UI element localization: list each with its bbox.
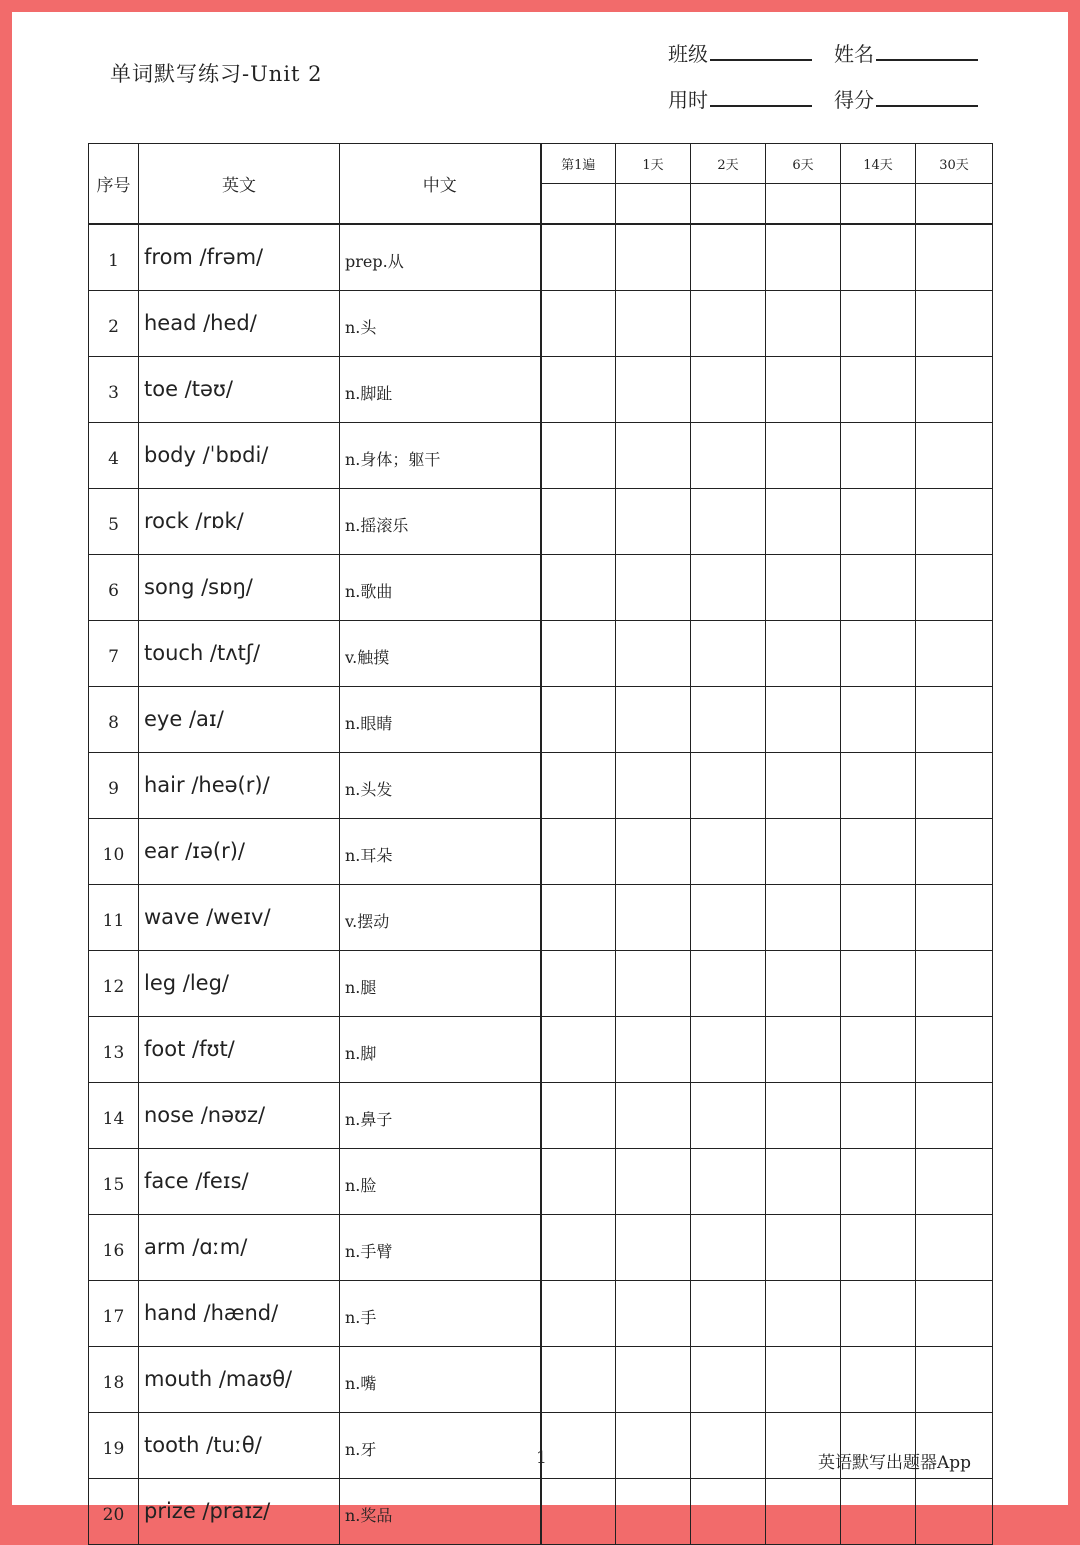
review-check-cell[interactable] (766, 885, 841, 951)
row-number: 13 (89, 1017, 139, 1083)
review-check-cell[interactable] (691, 1347, 766, 1413)
table-row (89, 224, 993, 291)
row-number: 19 (89, 1413, 139, 1479)
header-review-6: 30天 (916, 144, 993, 184)
name-label: 姓名 (834, 42, 874, 66)
review-check-cell[interactable] (916, 1017, 993, 1083)
review-check-cell[interactable] (616, 621, 691, 687)
review-check-cell[interactable] (841, 1017, 916, 1083)
row-chinese-meaning: n.脸 (340, 1149, 541, 1215)
review-check-cell[interactable] (616, 555, 691, 621)
review-check-cell[interactable] (766, 291, 841, 357)
review-check-cell[interactable] (691, 357, 766, 423)
row-chinese-meaning: n.奖品 (340, 1479, 541, 1545)
name-field (834, 38, 978, 67)
review-check-cell[interactable] (691, 753, 766, 819)
review-check-cell[interactable] (691, 1215, 766, 1281)
table-row (89, 1149, 993, 1215)
row-chinese-meaning: n.摇滚乐 (340, 489, 541, 555)
header-review-3: 2天 (691, 144, 766, 184)
review-check-cell[interactable] (841, 687, 916, 753)
review-check-cell[interactable] (541, 1215, 616, 1281)
row-chinese-meaning: n.耳朵 (340, 819, 541, 885)
review-check-cell[interactable] (541, 1083, 616, 1149)
review-check-cell[interactable] (691, 1017, 766, 1083)
row-number: 5 (89, 489, 139, 555)
review-check-cell[interactable] (691, 1413, 766, 1479)
header-review-5: 14天 (841, 144, 916, 184)
table-row (89, 1083, 993, 1149)
row-english-word: head /hed/ (139, 291, 340, 357)
review-check-cell[interactable] (841, 1347, 916, 1413)
worksheet-title: 单词默写练习-Unit 2 (110, 62, 323, 86)
class-label: 班级 (668, 42, 708, 66)
review-check-cell[interactable] (691, 555, 766, 621)
review-check-cell[interactable] (616, 687, 691, 753)
review-check-cell[interactable] (916, 753, 993, 819)
review-check-cell[interactable] (691, 489, 766, 555)
review-check-cell[interactable] (616, 753, 691, 819)
review-check-cell[interactable] (916, 885, 993, 951)
review-check-cell[interactable] (616, 951, 691, 1017)
footer-app-name: 英语默写出题器App (818, 1453, 972, 1473)
review-check-cell[interactable] (766, 1479, 841, 1545)
review-check-cell[interactable] (541, 687, 616, 753)
review-check-cell[interactable] (916, 1347, 993, 1413)
table-row (89, 1479, 993, 1545)
time-blank[interactable] (710, 85, 812, 107)
row-number: 17 (89, 1281, 139, 1347)
table-row (89, 1281, 993, 1347)
header-review-2: 1天 (616, 144, 691, 184)
row-number: 9 (89, 753, 139, 819)
review-check-cell[interactable] (916, 357, 993, 423)
review-check-cell[interactable] (691, 951, 766, 1017)
table-row (89, 753, 993, 819)
review-check-cell[interactable] (541, 224, 616, 291)
table-row (89, 291, 993, 357)
row-chinese-meaning: n.身体；躯干 (340, 423, 541, 489)
review-check-cell[interactable] (916, 555, 993, 621)
header-chinese: 中文 (340, 144, 541, 225)
review-check-cell[interactable] (841, 621, 916, 687)
table-row (89, 1215, 993, 1281)
review-check-cell[interactable] (691, 1479, 766, 1545)
review-check-cell[interactable] (691, 1083, 766, 1149)
review-check-cell[interactable] (541, 951, 616, 1017)
review-check-cell[interactable] (691, 621, 766, 687)
row-chinese-meaning: n.歌曲 (340, 555, 541, 621)
row-english-word: prize /praɪz/ (139, 1479, 340, 1545)
review-check-cell[interactable] (841, 1215, 916, 1281)
row-number: 3 (89, 357, 139, 423)
review-check-cell[interactable] (766, 224, 841, 291)
table-row (89, 819, 993, 885)
row-chinese-meaning: v.摆动 (340, 885, 541, 951)
review-check-cell[interactable] (616, 184, 691, 225)
review-check-cell[interactable] (691, 885, 766, 951)
review-check-cell[interactable] (541, 291, 616, 357)
review-check-cell[interactable] (766, 1017, 841, 1083)
row-english-word: body /ˈbɒdi/ (139, 423, 340, 489)
header-review-1: 第1遍 (541, 144, 616, 184)
review-check-cell[interactable] (616, 1479, 691, 1545)
table-row (89, 489, 993, 555)
review-check-cell[interactable] (766, 357, 841, 423)
row-number: 12 (89, 951, 139, 1017)
review-check-cell[interactable] (766, 489, 841, 555)
row-chinese-meaning: n.头发 (340, 753, 541, 819)
row-number: 16 (89, 1215, 139, 1281)
review-check-cell[interactable] (541, 1149, 616, 1215)
review-check-cell[interactable] (616, 224, 691, 291)
review-check-cell[interactable] (766, 184, 841, 225)
review-check-cell[interactable] (841, 357, 916, 423)
review-check-cell[interactable] (541, 1413, 616, 1479)
review-check-cell[interactable] (691, 1281, 766, 1347)
review-check-cell[interactable] (916, 1083, 993, 1149)
row-english-word: wave /weɪv/ (139, 885, 340, 951)
review-check-cell[interactable] (691, 423, 766, 489)
row-english-word: arm /ɑːm/ (139, 1215, 340, 1281)
review-check-cell[interactable] (841, 753, 916, 819)
row-chinese-meaning: n.牙 (340, 1413, 541, 1479)
review-check-cell[interactable] (541, 184, 616, 225)
review-check-cell[interactable] (616, 1281, 691, 1347)
review-check-cell[interactable] (766, 423, 841, 489)
row-number: 10 (89, 819, 139, 885)
review-check-cell[interactable] (916, 819, 993, 885)
table-row (89, 621, 993, 687)
review-check-cell[interactable] (691, 291, 766, 357)
review-check-cell[interactable] (541, 489, 616, 555)
score-field (834, 84, 978, 113)
review-check-cell[interactable] (841, 1281, 916, 1347)
review-check-cell[interactable] (841, 224, 916, 291)
review-check-cell[interactable] (766, 1149, 841, 1215)
review-check-cell[interactable] (841, 1149, 916, 1215)
row-english-word: rock /rɒk/ (139, 489, 340, 555)
review-check-cell[interactable] (916, 1215, 993, 1281)
row-chinese-meaning: n.鼻子 (340, 1083, 541, 1149)
review-check-cell[interactable] (616, 1083, 691, 1149)
row-english-word: from /frəm/ (139, 224, 340, 291)
review-check-cell[interactable] (766, 951, 841, 1017)
review-check-cell[interactable] (841, 423, 916, 489)
review-check-cell[interactable] (916, 489, 993, 555)
review-check-cell[interactable] (541, 1479, 616, 1545)
review-check-cell[interactable] (841, 1479, 916, 1545)
score-label: 得分 (834, 88, 874, 112)
row-number: 8 (89, 687, 139, 753)
review-check-cell[interactable] (541, 819, 616, 885)
review-check-cell[interactable] (916, 687, 993, 753)
review-check-cell[interactable] (766, 555, 841, 621)
review-check-cell[interactable] (916, 621, 993, 687)
review-check-cell[interactable] (691, 184, 766, 225)
table-row (89, 423, 993, 489)
table-row (89, 357, 993, 423)
review-check-cell[interactable] (541, 1281, 616, 1347)
row-chinese-meaning: n.头 (340, 291, 541, 357)
row-number: 7 (89, 621, 139, 687)
row-english-word: hand /hænd/ (139, 1281, 340, 1347)
review-check-cell[interactable] (766, 687, 841, 753)
review-check-cell[interactable] (616, 1149, 691, 1215)
row-chinese-meaning: n.腿 (340, 951, 541, 1017)
review-check-cell[interactable] (616, 819, 691, 885)
row-number: 1 (89, 224, 139, 291)
row-english-word: hair /heə(r)/ (139, 753, 340, 819)
row-number: 15 (89, 1149, 139, 1215)
review-check-cell[interactable] (841, 184, 916, 225)
table-row (89, 885, 993, 951)
row-number: 4 (89, 423, 139, 489)
review-check-cell[interactable] (616, 1215, 691, 1281)
review-check-cell[interactable] (541, 621, 616, 687)
row-number: 20 (89, 1479, 139, 1545)
review-check-cell[interactable] (616, 423, 691, 489)
review-check-cell[interactable] (691, 1149, 766, 1215)
row-english-word: mouth /maʊθ/ (139, 1347, 340, 1413)
review-check-cell[interactable] (841, 555, 916, 621)
review-check-cell[interactable] (766, 753, 841, 819)
review-check-cell[interactable] (541, 555, 616, 621)
header-no: 序号 (89, 144, 139, 225)
review-check-cell[interactable] (916, 1149, 993, 1215)
review-check-cell[interactable] (691, 224, 766, 291)
review-check-cell[interactable] (616, 1017, 691, 1083)
row-chinese-meaning: prep.从 (340, 224, 541, 291)
review-check-cell[interactable] (766, 1347, 841, 1413)
review-check-cell[interactable] (841, 489, 916, 555)
review-check-cell[interactable] (916, 1479, 993, 1545)
class-blank[interactable] (710, 39, 812, 61)
row-chinese-meaning: n.脚趾 (340, 357, 541, 423)
table-row (89, 1017, 993, 1083)
review-check-cell[interactable] (916, 1281, 993, 1347)
review-check-cell[interactable] (766, 621, 841, 687)
row-chinese-meaning: n.手臂 (340, 1215, 541, 1281)
row-number: 6 (89, 555, 139, 621)
review-check-cell[interactable] (541, 357, 616, 423)
review-check-cell[interactable] (616, 291, 691, 357)
row-number: 11 (89, 885, 139, 951)
review-check-cell[interactable] (916, 184, 993, 225)
review-check-cell[interactable] (766, 1215, 841, 1281)
row-english-word: toe /təʊ/ (139, 357, 340, 423)
table-row (89, 555, 993, 621)
review-check-cell[interactable] (766, 819, 841, 885)
review-check-cell[interactable] (841, 1083, 916, 1149)
table-row (89, 951, 993, 1017)
review-check-cell[interactable] (766, 1083, 841, 1149)
review-check-cell[interactable] (616, 489, 691, 555)
review-check-cell[interactable] (916, 423, 993, 489)
row-english-word: touch /tʌtʃ/ (139, 621, 340, 687)
row-number: 14 (89, 1083, 139, 1149)
review-check-cell[interactable] (541, 1347, 616, 1413)
review-check-cell[interactable] (916, 951, 993, 1017)
row-chinese-meaning: n.手 (340, 1281, 541, 1347)
review-check-cell[interactable] (841, 819, 916, 885)
header-english: 英文 (139, 144, 340, 225)
review-check-cell[interactable] (841, 951, 916, 1017)
review-check-cell[interactable] (616, 1347, 691, 1413)
review-check-cell[interactable] (766, 1281, 841, 1347)
row-english-word: foot /fʊt/ (139, 1017, 340, 1083)
worksheet-page (12, 12, 1068, 1525)
row-chinese-meaning: n.脚 (340, 1017, 541, 1083)
review-check-cell[interactable] (616, 885, 691, 951)
row-number: 18 (89, 1347, 139, 1413)
score-blank[interactable] (876, 85, 978, 107)
table-row (89, 1347, 993, 1413)
review-check-cell[interactable] (541, 753, 616, 819)
review-check-cell[interactable] (691, 819, 766, 885)
row-chinese-meaning: n.嘴 (340, 1347, 541, 1413)
review-check-cell[interactable] (616, 1413, 691, 1479)
review-check-cell[interactable] (541, 885, 616, 951)
row-number: 2 (89, 291, 139, 357)
time-label: 用时 (668, 88, 708, 112)
row-english-word: leg /leg/ (139, 951, 340, 1017)
review-check-cell[interactable] (841, 885, 916, 951)
class-field (668, 38, 812, 67)
row-english-word: face /feɪs/ (139, 1149, 340, 1215)
time-field (668, 84, 812, 113)
row-chinese-meaning: v.触摸 (340, 621, 541, 687)
review-check-cell[interactable] (841, 291, 916, 357)
row-english-word: nose /nəʊz/ (139, 1083, 340, 1149)
row-chinese-meaning: n.眼睛 (340, 687, 541, 753)
review-check-cell[interactable] (691, 687, 766, 753)
review-check-cell[interactable] (541, 1017, 616, 1083)
row-english-word: song /sɒŋ/ (139, 555, 340, 621)
review-check-cell[interactable] (916, 291, 993, 357)
vocabulary-table (88, 143, 993, 1545)
review-check-cell[interactable] (616, 357, 691, 423)
row-english-word: eye /aɪ/ (139, 687, 340, 753)
header-review-4: 6天 (766, 144, 841, 184)
review-check-cell[interactable] (541, 423, 616, 489)
row-english-word: tooth /tuːθ/ (139, 1413, 340, 1479)
table-row (89, 687, 993, 753)
name-blank[interactable] (876, 39, 978, 61)
row-english-word: ear /ɪə(r)/ (139, 819, 340, 885)
review-check-cell[interactable] (916, 224, 993, 291)
page-number: 1 (536, 1448, 547, 1468)
